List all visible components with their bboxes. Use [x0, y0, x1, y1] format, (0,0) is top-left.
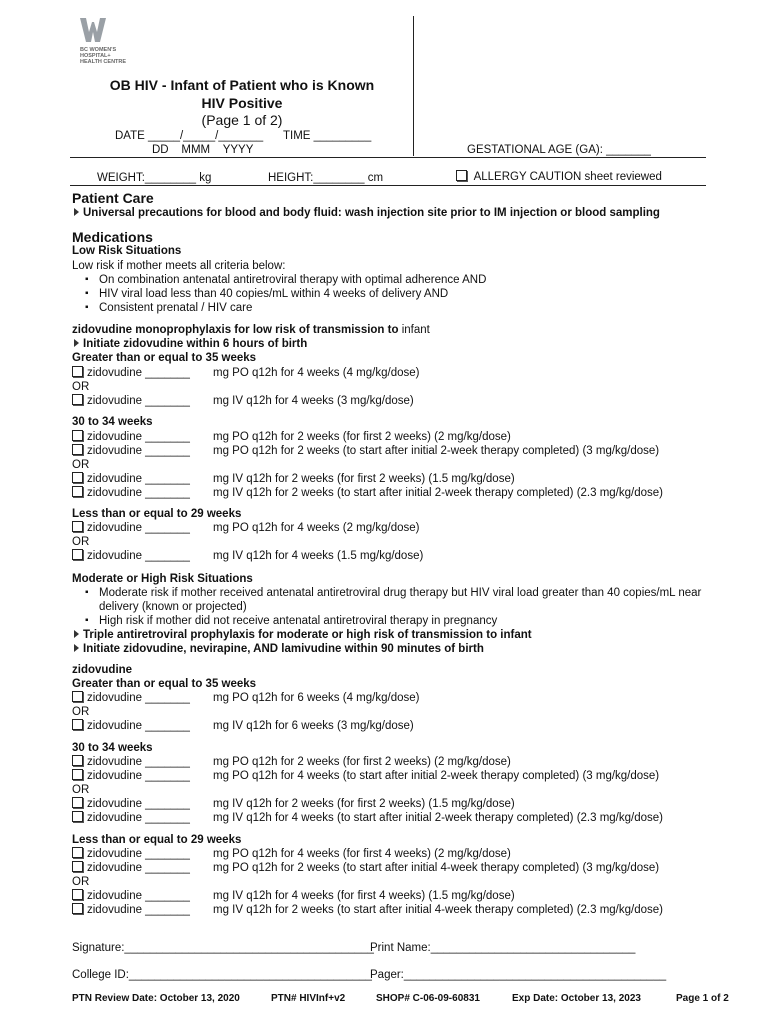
- dose-option[interactable]: [72, 472, 515, 486]
- dose-text: mg PO q12h for 6 weeks (4 mg/kg/dose): [213, 692, 420, 704]
- allergy-row: [456, 170, 662, 183]
- allergy-checkbox[interactable]: [456, 170, 467, 181]
- dose-text: mg PO q12h for 4 weeks (to start after initial 2-week therapy completed) (3 mg/kg/dose): [213, 770, 660, 782]
- page-label: (Page 1 of 2): [201, 112, 283, 128]
- dose-text: mg PO q12h for 2 weeks (for first 2 weeks) (2 mg/kg/dose): [213, 756, 511, 768]
- time-field[interactable]: TIME _________: [283, 130, 372, 142]
- college-id-field[interactable]: College ID:______________________________________: [72, 969, 372, 981]
- dose-option[interactable]: [72, 521, 419, 535]
- dose-checkbox[interactable]: [72, 797, 83, 808]
- form-title-line2: HIV Positive: [201, 95, 283, 111]
- mono-instruction: [74, 337, 307, 351]
- dose-option[interactable]: [72, 769, 659, 783]
- dose-checkbox[interactable]: [72, 903, 83, 914]
- drug-name: zidovudine _______: [87, 812, 190, 824]
- triple-text-1: Triple antiretroviral prophylaxis for moderate or high risk of transmission to infant: [83, 629, 532, 641]
- dose-checkbox[interactable]: [72, 769, 83, 780]
- arrow-icon: [74, 644, 79, 652]
- dose-checkbox[interactable]: [72, 430, 83, 441]
- mono-instruction-text: Initiate zidovudine within 6 hours of birth: [83, 338, 308, 350]
- mono-intro: [72, 323, 430, 337]
- patient-care-heading: Patient Care: [72, 190, 154, 206]
- dose-checkbox[interactable]: [72, 366, 83, 377]
- drug-name: zidovudine _______: [87, 720, 190, 732]
- form-title-line1: OB HIV - Infant of Patient who is Known: [109, 77, 375, 93]
- mono-intro-rest: infant: [398, 324, 430, 336]
- dose-checkbox[interactable]: [72, 719, 83, 730]
- header-divider: [413, 16, 414, 156]
- dose-option[interactable]: [72, 861, 659, 875]
- dose-checkbox[interactable]: [72, 861, 83, 872]
- dose-option[interactable]: [72, 366, 419, 380]
- dose-option[interactable]: [72, 847, 511, 861]
- or-label: OR: [72, 784, 90, 796]
- patient-care-text: Universal precautions for blood and body fluid: wash injection site prior to IM injection or blood sampling: [83, 207, 660, 219]
- allergy-label: ALLERGY CAUTION sheet reviewed: [473, 171, 662, 183]
- form-title: [72, 76, 412, 112]
- triple-text-2: Initiate zidovudine, nevirapine, AND lamivudine within 90 minutes of birth: [83, 643, 484, 655]
- footer-ptn: PTN# HIVInf+v2: [271, 993, 346, 1004]
- drug-name: zidovudine _______: [87, 798, 190, 810]
- low-w30-heading: 30 to 34 weeks: [72, 416, 153, 428]
- mod-risk-heading: Moderate or High Risk Situations: [72, 573, 253, 585]
- dose-text: mg IV q12h for 4 weeks (1.5 mg/kg/dose): [213, 550, 424, 562]
- dose-option[interactable]: [72, 486, 663, 500]
- arrow-icon: [74, 208, 79, 216]
- drug-name: zidovudine _______: [87, 890, 190, 902]
- drug-name: zidovudine _______: [87, 445, 190, 457]
- low-risk-bullet: ▪ Consistent prenatal / HIV care: [99, 301, 252, 315]
- dose-checkbox[interactable]: [72, 811, 83, 822]
- or-label: OR: [72, 706, 90, 718]
- mod-risk-bullet: ▪ Moderate risk if mother received antenatal antiretroviral drug therapy but HIV viral load greater than 40 copies/mL near: [99, 586, 701, 600]
- dose-checkbox[interactable]: [72, 486, 83, 497]
- drug-name: zidovudine _______: [87, 692, 190, 704]
- drug-name: zidovudine _______: [87, 522, 190, 534]
- low-risk-bullet: ▪ HIV viral load less than 40 copies/mL within 4 weeks of delivery AND: [99, 287, 448, 301]
- dose-option[interactable]: [72, 394, 414, 408]
- mod-risk-bullet-cont: delivery (known or projected): [99, 601, 247, 613]
- dose-checkbox[interactable]: [72, 549, 83, 560]
- dose-option[interactable]: [72, 719, 414, 733]
- date-field[interactable]: DATE _____/_____/_______: [115, 130, 264, 142]
- dose-checkbox[interactable]: [72, 521, 83, 532]
- drug-name: zidovudine _______: [87, 904, 190, 916]
- zidovudine-heading: zidovudine: [72, 664, 133, 676]
- gestational-age-field[interactable]: GESTATIONAL AGE (GA): _______: [467, 144, 651, 156]
- low-risk-bullet: ▪ On combination antenatal antiretroviral therapy with optimal adherence AND: [99, 273, 486, 287]
- dose-option[interactable]: [72, 755, 511, 769]
- dose-text: mg IV q12h for 2 weeks (to start after initial 2-week therapy completed) (2.3 mg/kg/dose): [213, 487, 663, 499]
- drug-name: zidovudine _______: [87, 431, 190, 443]
- dose-text: mg PO q12h for 2 weeks (for first 2 weeks) (2 mg/kg/dose): [213, 431, 511, 443]
- low-g35-heading: Greater than or equal to 35 weeks: [72, 352, 257, 364]
- footer-review-date: PTN Review Date: October 13, 2020: [72, 993, 240, 1004]
- print-name-field[interactable]: Print Name:________________________________: [370, 942, 636, 954]
- dose-text: mg IV q12h for 2 weeks (for first 2 weeks) (1.5 mg/kg/dose): [213, 798, 515, 810]
- dose-text: mg IV q12h for 2 weeks (for first 2 weeks) (1.5 mg/kg/dose): [213, 473, 515, 485]
- mod-risk-bullet: ▪ High risk if mother did not receive antenatal antiretroviral therapy in pregnancy: [99, 614, 497, 628]
- patient-care-item: [74, 206, 660, 220]
- dose-text: mg PO q12h for 4 weeks (4 mg/kg/dose): [213, 367, 420, 379]
- dose-option[interactable]: [72, 444, 659, 458]
- dose-option[interactable]: [72, 889, 515, 903]
- dose-text: mg IV q12h for 6 weeks (3 mg/kg/dose): [213, 720, 414, 732]
- dose-checkbox[interactable]: [72, 472, 83, 483]
- logo-w-icon: [80, 18, 106, 42]
- drug-name: zidovudine _______: [87, 756, 190, 768]
- or-label: OR: [72, 536, 90, 548]
- height-field[interactable]: HEIGHT:________ cm: [268, 172, 384, 184]
- dose-checkbox[interactable]: [72, 394, 83, 405]
- triple-instruction: [74, 628, 532, 642]
- drug-name: zidovudine _______: [87, 770, 190, 782]
- dose-text: mg PO q12h for 2 weeks (to start after initial 2-week therapy completed) (3 mg/kg/dose): [213, 445, 660, 457]
- dose-option[interactable]: [72, 903, 663, 917]
- dose-text: mg IV q12h for 2 weeks (to start after initial 4-week therapy completed) (2.3 mg/kg/dose): [213, 904, 663, 916]
- dose-option[interactable]: [72, 430, 511, 444]
- drug-name: zidovudine _______: [87, 367, 190, 379]
- dose-option[interactable]: [72, 811, 663, 825]
- drug-name: zidovudine _______: [87, 550, 190, 562]
- dose-text: mg IV q12h for 4 weeks (to start after initial 2-week therapy completed) (2.3 mg/kg/dose): [213, 812, 663, 824]
- low-risk-heading: Low Risk Situations: [72, 245, 182, 257]
- dose-checkbox[interactable]: [72, 889, 83, 900]
- footer-shop: SHOP# C-06-09-60831: [376, 993, 480, 1004]
- logo-line: HOSPITAL+: [80, 53, 111, 59]
- hospital-logo: [80, 18, 126, 65]
- logo-line: HEALTH CENTRE: [80, 59, 127, 65]
- drug-name: zidovudine _______: [87, 395, 190, 407]
- dose-checkbox[interactable]: [72, 755, 83, 766]
- pager-field[interactable]: Pager:_________________________________________: [370, 969, 667, 981]
- triple-instruction: [74, 642, 484, 656]
- dose-option[interactable]: [72, 691, 419, 705]
- weight-rule: [70, 185, 706, 186]
- dose-option[interactable]: [72, 797, 515, 811]
- weight-field[interactable]: WEIGHT:________ kg: [97, 172, 212, 184]
- dose-checkbox[interactable]: [72, 847, 83, 858]
- or-label: OR: [72, 876, 90, 888]
- date-format-hint: DD MMM YYYY: [152, 144, 254, 156]
- mod-w30-heading: 30 to 34 weeks: [72, 742, 153, 754]
- low-l29-heading: Less than or equal to 29 weeks: [72, 508, 242, 520]
- dose-text: mg PO q12h for 4 weeks (2 mg/kg/dose): [213, 522, 420, 534]
- dose-checkbox[interactable]: [72, 444, 83, 455]
- or-label: OR: [72, 459, 90, 471]
- drug-name: zidovudine _______: [87, 487, 190, 499]
- dose-text: mg PO q12h for 2 weeks (to start after initial 4-week therapy completed) (3 mg/kg/dose): [213, 862, 660, 874]
- drug-name: zidovudine _______: [87, 862, 190, 874]
- dose-checkbox[interactable]: [72, 691, 83, 702]
- footer-exp-date: Exp Date: October 13, 2023: [512, 993, 641, 1004]
- mod-g35-heading: Greater than or equal to 35 weeks: [72, 678, 257, 690]
- drug-name: zidovudine _______: [87, 473, 190, 485]
- signature-field[interactable]: Signature:_______________________________________: [72, 942, 374, 954]
- drug-name: zidovudine _______: [87, 848, 190, 860]
- dose-text: mg PO q12h for 4 weeks (for first 4 weeks) (2 mg/kg/dose): [213, 848, 511, 860]
- arrow-icon: [74, 339, 79, 347]
- dose-text: mg IV q12h for 4 weeks (3 mg/kg/dose): [213, 395, 414, 407]
- mono-intro-bold: zidovudine monoprophylaxis for low risk of transmission to: [72, 324, 399, 336]
- medications-heading: Medications: [72, 229, 153, 245]
- mod-l29-heading: Less than or equal to 29 weeks: [72, 834, 242, 846]
- dose-option[interactable]: [72, 549, 423, 563]
- logo-line: BC WOMEN'S: [80, 47, 117, 53]
- dose-text: mg IV q12h for 4 weeks (for first 4 weeks) (1.5 mg/kg/dose): [213, 890, 515, 902]
- arrow-icon: [74, 630, 79, 638]
- low-risk-intro: Low risk if mother meets all criteria below:: [72, 260, 286, 272]
- or-label: OR: [72, 381, 90, 393]
- header-rule: [70, 157, 706, 158]
- footer-page-number: Page 1 of 2: [676, 993, 729, 1004]
